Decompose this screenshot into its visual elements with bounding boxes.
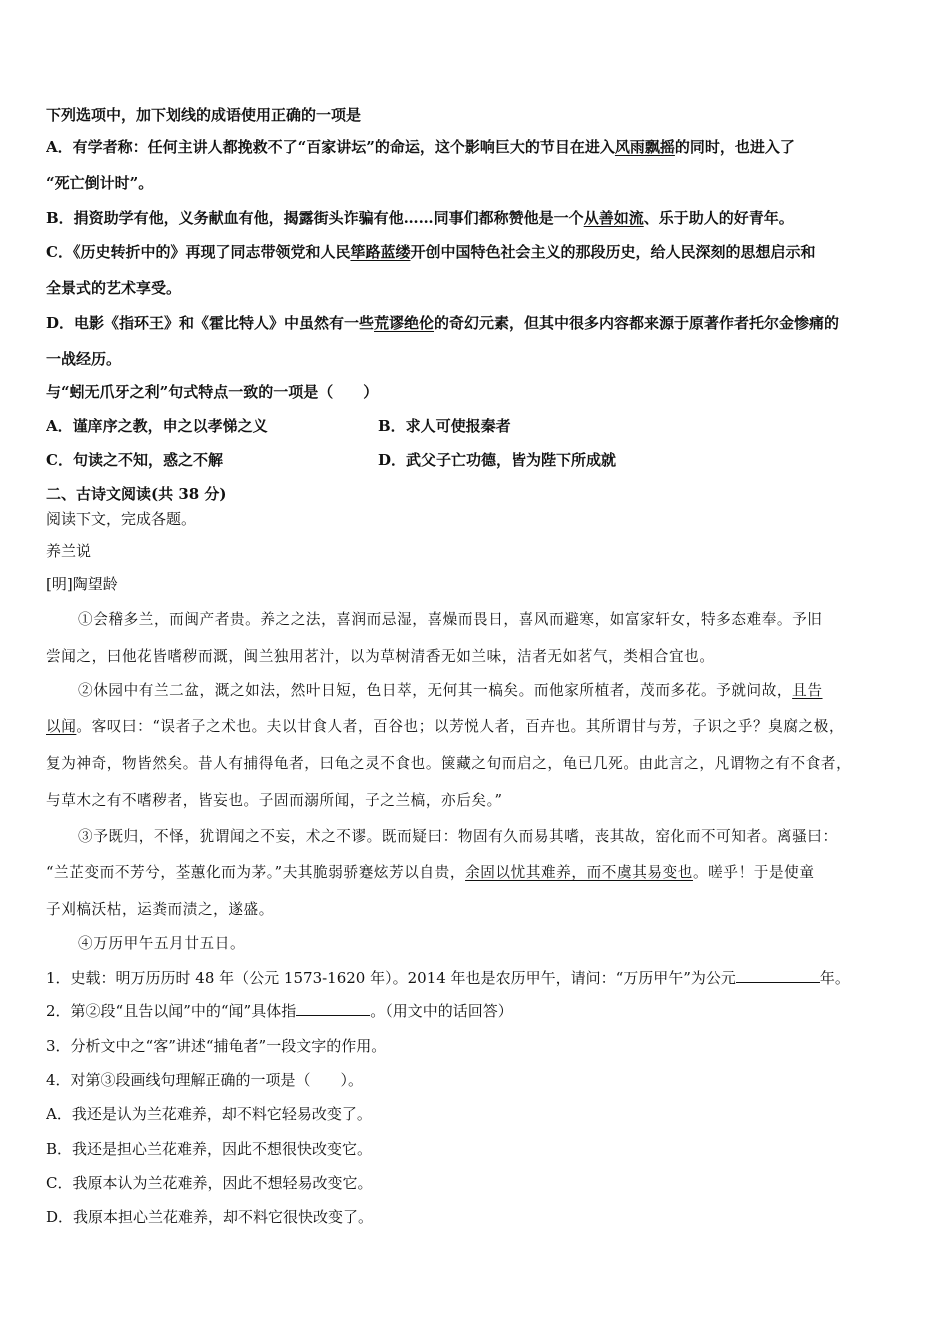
q2-option-c: C．句读之不知，惑之不解 xyxy=(46,451,223,469)
question-1-text: 1．史载：明万历历时 48 年（公元 1573-1620 年）。2014 年也是农历甲午，请问：“万历甲午”为公元 xyxy=(46,969,736,987)
q1-stem: 下列选项中，加下划线的成语使用正确的一项是 xyxy=(46,106,362,124)
passage-author: [明]陶望龄 xyxy=(46,575,118,593)
passage-p3-line1: ③予既归，不怿，犹谓闻之不妄，术之不谬。既而疑曰：物固有久而易其嗜，丧其故，窑化而不可知者。离骚曰： xyxy=(78,828,838,845)
passage-p3-line3: 子刈槁沃枯，运粪而渍之，遂盛。 xyxy=(46,901,274,918)
question-4-option-b: B．我还是担心兰花难养，因此不想很快改变它。 xyxy=(46,1140,373,1158)
q1-option-d-line2: 一战经历。 xyxy=(46,350,122,368)
question-4-option-c: C．我原本认为兰花难养，因此不想轻易改变它。 xyxy=(46,1174,373,1192)
passage-p2-line2 xyxy=(46,715,844,736)
question-4-option-a: A．我还是认为兰花难养，却不料它轻易改变了。 xyxy=(46,1105,372,1123)
passage-p2-underline-a: 且告 xyxy=(792,682,823,699)
q1-option-a-line2: “死亡倒计时”。 xyxy=(46,174,154,192)
question-1 xyxy=(46,967,850,988)
q1-d-idiom: 荒谬绝伦 xyxy=(374,314,435,332)
q1-option-a-line1 xyxy=(46,136,795,157)
section-instruction: 阅读下文，完成各题。 xyxy=(46,510,197,528)
passage-p3-line2 xyxy=(46,861,815,882)
q2-option-b: B．求人可使报秦者 xyxy=(378,417,511,435)
question-1-suffix: 年。 xyxy=(819,969,850,987)
passage-p3-text-b: 。嗟乎！于是使童 xyxy=(692,864,815,881)
question-4-option-d: D．我原本担心兰花难养，却不料它很快改变了。 xyxy=(46,1208,374,1226)
answer-blank-2[interactable] xyxy=(296,1001,370,1016)
section-heading: 二、古诗文阅读(共 38 分) xyxy=(46,485,227,503)
q1-a-idiom: 风雨飘摇 xyxy=(614,138,675,156)
q1-b-text1: B．捐资助学有他，义务献血有他，揭露街头诈骗有他……同事们都称赞他是一个 xyxy=(46,209,584,227)
q1-d-text2: 的奇幻元素，但其中很多内容都来源于原著作者托尔金惨痛的 xyxy=(434,314,840,332)
q1-option-c-line1 xyxy=(46,241,815,262)
passage-p2-line4: 与草木之有不嗜秽者，皆妄也。子固而溺所闻，子之兰槁，亦后矣。” xyxy=(46,792,503,809)
question-4: 4．对第③段画线句理解正确的一项是（ ）。 xyxy=(46,1071,364,1089)
passage-p2-line1 xyxy=(78,679,823,700)
q1-c-text2: 开创中国特色社会主义的那段历史，给人民深刻的思想启示和 xyxy=(410,243,816,261)
q1-option-b xyxy=(46,207,794,228)
passage-p3-underline: 余固以忧其难养，而不虞其易变也 xyxy=(465,864,693,881)
passage-p2-text2: 。客叹曰：“误者子之术也。夫以甘食人者，百谷也；以芳悦人者，百卉也。其所谓甘与芳，子识之乎？臭腐之极， xyxy=(76,718,845,735)
q2-stem: 与“蚓无爪牙之利”句式特点一致的一项是（ ） xyxy=(46,383,379,401)
q2-option-d: D．武父子亡功德，皆为陛下所成就 xyxy=(378,451,617,469)
passage-p2-text: ②休园中有兰二盆，溉之如法，然叶日短，色日萃，无何其一槁矣。而他家所植者，茂而多花。予就问故， xyxy=(78,682,793,699)
q1-a-text2: 的同时，也进入了 xyxy=(674,138,795,156)
q1-b-text2: 、乐于助人的好青年。 xyxy=(643,209,794,227)
question-2 xyxy=(46,1000,513,1021)
q1-c-text1: C．《历史转折中的》再现了同志带领党和人民 xyxy=(46,243,351,261)
q1-option-c-line2: 全景式的艺术享受。 xyxy=(46,279,182,297)
answer-blank-1[interactable] xyxy=(736,968,820,983)
q1-b-idiom: 从善如流 xyxy=(583,209,644,227)
passage-p2-underline-b: 以闻 xyxy=(46,718,77,735)
passage-p3-text-a: “兰芷变而不芳兮，荃蕙化而为茅。”夫其脆弱骄蹇炫芳以自贵， xyxy=(46,864,466,881)
passage-p1-line1: ①会稽多兰，而闽产者贵。养之之法，喜润而忌湿，喜燥而畏日，喜风而避寒，如富家轩女，特多态难奉。予旧 xyxy=(78,611,823,628)
passage-p1-line2: 尝闻之，曰他花皆嗜秽而溉，闽兰独用茗汁，以为草树清香无如兰味，洁者无如茗气，类相合宜也。 xyxy=(46,648,715,665)
q2-option-a: A．谨庠序之教，申之以孝悌之义 xyxy=(46,417,268,435)
q1-c-idiom: 筚路蓝缕 xyxy=(350,243,411,261)
passage-title: 养兰说 xyxy=(46,542,92,560)
q1-a-text1: A．有学者称：任何主讲人都挽救不了“百家讲坛”的命运，这个影响巨大的节目在进入 xyxy=(46,138,615,156)
q1-option-d-line1 xyxy=(46,312,839,333)
passage-p2-line3: 复为神奇，物皆然矣。昔人有捕得龟者，曰龟之灵不食也。箧藏之旬而启之，龟已几死。由此言之，凡谓物之有不食者， xyxy=(46,755,852,772)
passage-p4: ④万历甲午五月廿五日。 xyxy=(78,935,246,952)
q1-d-text1: D．电影《指环王》和《霍比特人》中虽然有一些 xyxy=(46,314,375,332)
question-2-text: 2．第②段“且告以闻”中的“闻”具体指 xyxy=(46,1002,297,1020)
question-3: 3．分析文中之“客”讲述“捕龟者”一段文字的作用。 xyxy=(46,1037,387,1055)
question-2-suffix: 。（用文中的话回答） xyxy=(370,1002,513,1020)
